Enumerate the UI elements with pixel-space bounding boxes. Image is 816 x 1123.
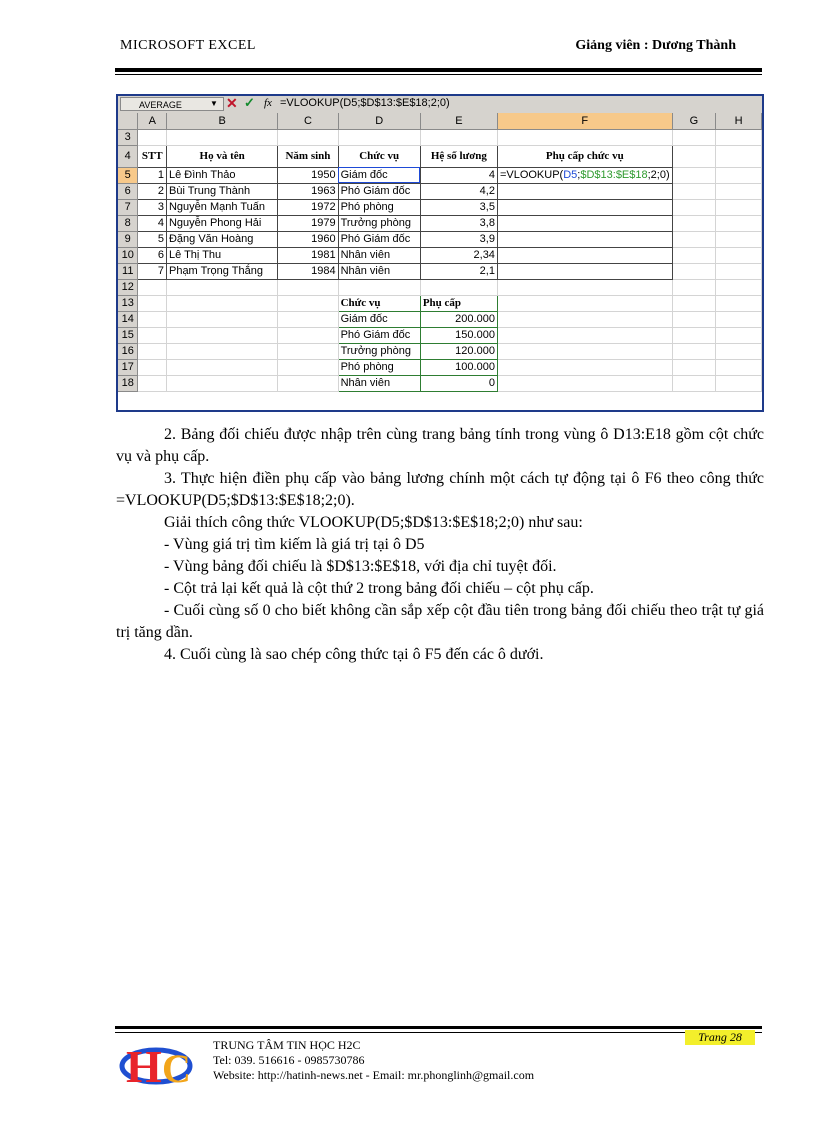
row-header[interactable]: 7: [118, 199, 138, 215]
cell-year[interactable]: 1960: [278, 231, 338, 247]
cell-stt[interactable]: 4: [138, 215, 167, 231]
h2c-logo-icon: [118, 1032, 194, 1092]
column-header-row: [118, 113, 762, 129]
lookup-header-allowance[interactable]: Phụ cấp: [420, 295, 497, 311]
f5-args: ;2;0): [647, 169, 670, 181]
cell-name[interactable]: Nguyễn Phong Hải: [166, 215, 277, 231]
lookup-allowance[interactable]: 150.000: [420, 327, 497, 343]
header-coef[interactable]: Hệ số lương: [420, 145, 497, 167]
lookup-allowance[interactable]: 100.000: [420, 359, 497, 375]
cell-stt[interactable]: 1: [138, 167, 167, 183]
row-13: [118, 295, 762, 311]
row-header[interactable]: 10: [118, 247, 138, 263]
page-number-badge: Trang 28: [685, 1030, 755, 1045]
row-16: [118, 343, 762, 359]
excel-screenshot: [116, 94, 764, 412]
logo-h: H: [126, 1041, 162, 1092]
cell-coef[interactable]: 4,2: [420, 183, 497, 199]
check-icon[interactable]: ✓: [244, 95, 255, 110]
row-11: [118, 263, 762, 279]
cell-allowance[interactable]: [497, 199, 672, 215]
lookup-allowance[interactable]: 120.000: [420, 343, 497, 359]
col-header-e[interactable]: E: [420, 113, 497, 129]
cell-name[interactable]: Lê Đình Thảo: [166, 167, 277, 183]
paragraph-step-3: 3. Thực hiện điền phụ cấp vào bảng lương chính một cách tự động tại ô F6 theo công thức =VLOOKUP(D5;$D$13:$E$18;2;0).: [116, 470, 764, 509]
lookup-allowance[interactable]: 0: [420, 375, 497, 391]
cell-coef[interactable]: 2,1: [420, 263, 497, 279]
cell-position[interactable]: Giám đốc: [338, 167, 420, 183]
corner-cell[interactable]: [118, 113, 138, 129]
col-header-f[interactable]: F: [497, 113, 672, 129]
cell-coef[interactable]: 3,5: [420, 199, 497, 215]
cell-year[interactable]: 1981: [278, 247, 338, 263]
cell-stt[interactable]: 6: [138, 247, 167, 263]
cell-position[interactable]: Nhân viên: [338, 247, 420, 263]
cell-f5-formula[interactable]: [497, 167, 672, 183]
row-14: [118, 311, 762, 327]
col-header-h[interactable]: H: [716, 113, 762, 129]
row-12: [118, 279, 762, 295]
header-position[interactable]: Chức vụ: [338, 145, 420, 167]
footer-tel: Tel: 039. 516616 - 0985730786: [213, 1053, 365, 1067]
lookup-position[interactable]: Phó phòng: [338, 359, 420, 375]
row-header[interactable]: 5: [118, 167, 138, 183]
paragraph-step-4: 4. Cuối cùng là sao chép công thức tại ô F5 đến các ô dưới.: [164, 646, 544, 663]
cell-name[interactable]: Phạm Trọng Thắng: [166, 263, 277, 279]
cell-coef[interactable]: 3,8: [420, 215, 497, 231]
col-header-c[interactable]: C: [278, 113, 338, 129]
row-3: [118, 129, 762, 145]
cell-position[interactable]: Trưởng phòng: [338, 215, 420, 231]
header-rule: [115, 68, 762, 72]
f5-range: $D$13:$E$18: [580, 169, 648, 181]
footer-rule: [115, 1026, 762, 1029]
cell-coef[interactable]: 2,34: [420, 247, 497, 263]
row-header[interactable]: 11: [118, 263, 138, 279]
lookup-header-position[interactable]: Chức vụ: [338, 295, 420, 311]
header-title: MICROSOFT EXCEL: [120, 38, 256, 53]
row-header[interactable]: 17: [118, 359, 138, 375]
cell-stt[interactable]: 3: [138, 199, 167, 215]
cell-name[interactable]: Đặng Văn Hoàng: [166, 231, 277, 247]
header-allowance[interactable]: Phụ cấp chức vụ: [497, 145, 672, 167]
footer-website[interactable]: Website: http://hatinh-news.net - Email: mr.phonglinh@gmail.com: [213, 1068, 535, 1082]
lookup-position[interactable]: Phó Giám đốc: [338, 327, 420, 343]
row-9: [118, 231, 762, 247]
formula-text[interactable]: =VLOOKUP(D5;$D$13:$E$18;2;0): [280, 97, 450, 109]
footer-center-name: TRUNG TÂM TIN HỌC H2C: [213, 1038, 361, 1052]
cell-allowance[interactable]: [497, 247, 672, 263]
paragraph-explain: Giải thích công thức VLOOKUP(D5;$D$13:$E$18;2;0) như sau:: [164, 514, 583, 531]
row-10: [118, 247, 762, 263]
dropdown-arrow-icon[interactable]: ▼: [210, 99, 218, 108]
cell-stt[interactable]: 5: [138, 231, 167, 247]
bullet-column-index: - Cột trả lại kết quả là cột thứ 2 trong bảng đối chiếu – cột phụ cấp.: [164, 580, 594, 597]
footer-rule-thin: [115, 1032, 762, 1033]
header-lecturer: Giảng viên : Dương Thành: [575, 38, 736, 53]
name-box[interactable]: AVERAGE: [120, 97, 224, 111]
f5-fn: =VLOOKUP(: [499, 169, 564, 181]
cell-name[interactable]: Nguyễn Mạnh Tuấn: [166, 199, 277, 215]
row-8: [118, 215, 762, 231]
row-4: [118, 145, 762, 167]
row-header[interactable]: 12: [118, 279, 138, 295]
cell-year[interactable]: 1963: [278, 183, 338, 199]
spreadsheet-grid: [118, 113, 762, 392]
cell-name[interactable]: Bùi Trung Thành: [166, 183, 277, 199]
row-header[interactable]: 6: [118, 183, 138, 199]
cell-position[interactable]: Phó Giám đốc: [338, 183, 420, 199]
bullet-range-lookup: - Cuối cùng số 0 cho biết không cần sắp xếp cột đầu tiên trong bảng đối chiếu theo trật tự giá trị tăng dần.: [116, 602, 764, 641]
lookup-allowance[interactable]: 200.000: [420, 311, 497, 327]
header-stt[interactable]: STT: [138, 145, 167, 167]
cell-allowance[interactable]: [497, 263, 672, 279]
cell-allowance[interactable]: [497, 183, 672, 199]
bullet-lookup-value: - Vùng giá trị tìm kiếm là giá trị tại ô D5: [164, 536, 425, 553]
col-header-b[interactable]: B: [166, 113, 277, 129]
header-name[interactable]: Họ và tên: [166, 145, 277, 167]
cell-position[interactable]: Phó phòng: [338, 199, 420, 215]
cancel-icon[interactable]: ✕: [226, 95, 238, 111]
row-header[interactable]: 15: [118, 327, 138, 343]
cell-position[interactable]: Nhân viên: [338, 263, 420, 279]
cell-year[interactable]: 1950: [278, 167, 338, 183]
footer-contact: [213, 1038, 534, 1083]
logo-c: C: [162, 1046, 191, 1091]
col-header-d[interactable]: D: [338, 113, 420, 129]
lookup-position[interactable]: Trưởng phòng: [338, 343, 420, 359]
cell-allowance[interactable]: [497, 215, 672, 231]
fx-icon[interactable]: fx: [264, 97, 272, 109]
col-header-a[interactable]: A: [138, 113, 167, 129]
row-17: [118, 359, 762, 375]
row-header[interactable]: 16: [118, 343, 138, 359]
f5-sep: ;: [577, 169, 581, 181]
row-6: [118, 183, 762, 199]
formula-bar: [118, 96, 762, 114]
f5-ref: D5: [563, 169, 578, 181]
cell-name[interactable]: Lê Thị Thu: [166, 247, 277, 263]
cell-position[interactable]: Phó Giám đốc: [338, 231, 420, 247]
row-15: [118, 327, 762, 343]
paragraph-step-2: 2. Bảng đối chiếu được nhập trên cùng trang bảng tính trong vùng ô D13:E18 gồm cột chức vụ và phụ cấp.: [116, 426, 764, 465]
cell-stt[interactable]: 7: [138, 263, 167, 279]
row-header[interactable]: 9: [118, 231, 138, 247]
row-18: [118, 375, 762, 391]
cell-coef[interactable]: 3,9: [420, 231, 497, 247]
row-header[interactable]: 13: [118, 295, 138, 311]
row-5: [118, 167, 762, 183]
cell-coef[interactable]: 4: [420, 167, 497, 183]
row-header[interactable]: 3: [118, 129, 138, 145]
bullet-table-range: - Vùng bảng đối chiếu là $D$13:$E$18, với địa chỉ tuyệt đối.: [164, 558, 557, 575]
header-year[interactable]: Năm sinh: [278, 145, 338, 167]
row-header[interactable]: 4: [118, 145, 138, 167]
row-7: [118, 199, 762, 215]
lookup-position[interactable]: Nhân viên: [338, 375, 420, 391]
cell-year[interactable]: 1984: [278, 263, 338, 279]
col-header-g[interactable]: G: [672, 113, 715, 129]
cell-year[interactable]: 1979: [278, 215, 338, 231]
header-rule-thin: [115, 74, 762, 75]
cell-stt[interactable]: 2: [138, 183, 167, 199]
row-header[interactable]: 14: [118, 311, 138, 327]
lookup-position[interactable]: Giám đốc: [338, 311, 420, 327]
cell-year[interactable]: 1972: [278, 199, 338, 215]
row-header[interactable]: 8: [118, 215, 138, 231]
cell-allowance[interactable]: [497, 231, 672, 247]
row-header[interactable]: 18: [118, 375, 138, 391]
